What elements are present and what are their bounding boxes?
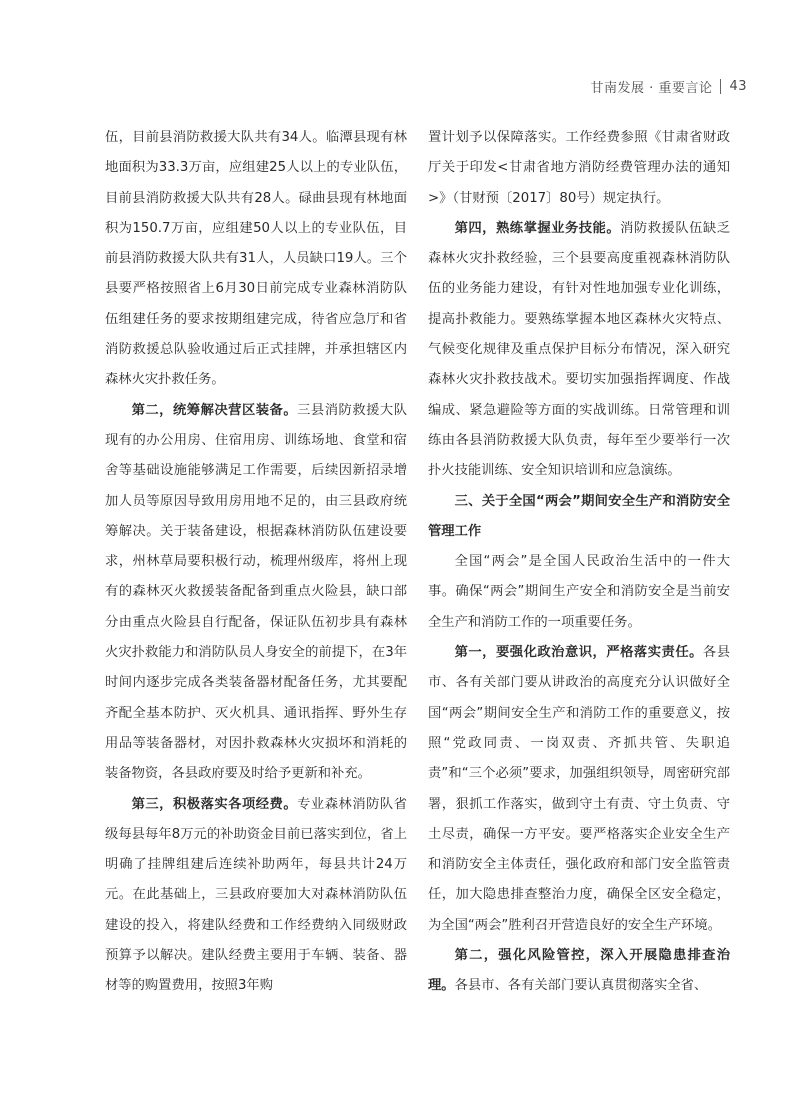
left-column [105,123,407,1002]
section-title: 甘南发展 · 重要言论 [590,81,713,96]
paragraph-body: 各县市、各有关部门要认真贯彻落实全省、 [454,978,708,994]
running-header [591,77,747,96]
paragraph-lead: 第四，熟练掌握业务技能。 [454,220,621,236]
paragraph [105,790,407,1002]
paragraph-body: 专业森林消防队省级每县每年8万元的补助资金目前已落实到位，省上明确了挂牌组建后连续补助两年，每县共计24万元。在此基础上，三县政府要加大对森林消防队伍建设的投入，将建队经费和工作经费纳入同级财政预算予以解决。建队经费主要用于车辆、装备、器材等的购置费用，按照3年购 [105,796,408,994]
right-column [428,123,730,1002]
page-number: 43 [729,79,747,94]
paragraph [105,396,407,790]
header-divider [720,79,721,94]
paragraph-lead: 第二，统筹解决营区装备。 [131,402,298,418]
paragraph [428,941,730,1002]
paragraph-body: 各县市、各有关部门要从讲政治的高度充分认识做好全国“两会”期间安全生产和消防工作的重要意义，按照“党政同责、一岗双责、齐抓共管、失职追责”和“三个必须”要求，加强组织领导，周密研究部署，狠抓工作落实，做到守土有责、守土负责、守土尽责，确保一方平安。要严格落实企业安全生产和消防安全主体责任，强化政府和部门安全监管责任，加大隐患排查整治力度，确保全区安全稳定，为全国“两会”胜利召开营造良好的安全生产环境。 [428,645,731,933]
paragraph: 全国“两会”是全国人民政治生活中的一件大事。确保“两会”期间生产安全和消防安全是当前安全生产和消防工作的一项重要任务。 [428,554,730,630]
section-heading: 三、关于全国“两会”期间安全生产和消防安全管理工作 [428,493,730,539]
paragraph [428,214,730,487]
paragraph-body: 消防救援队伍缺乏森林火灾扑救经验，三个县要高度重视森林消防队伍的业务能力建设，有针对性地加强专业化训练，提高扑救能力。要熟练掌握本地区森林火灾特点、气候变化规律及重点保护目标分布情况，深入研究森林火灾扑救技战术。要切实加强指挥调度、作战编成、紧急避险等方面的实战训练。日常管理和训练由各县消防救援大队负责，每年至少要举行一次扑火技能训练、安全知识培训和应急演练。 [428,220,731,479]
paragraph: 置计划予以保障落实。工作经费参照《甘肃省财政厅关于印发<甘肃省地方消防经费管理办法的通知>》（甘财预〔2017〕80号）规定执行。 [428,130,730,206]
paragraph-lead: 第三，积极落实各项经费。 [131,796,298,812]
paragraph: 伍，目前县消防救援大队共有34人。临潭县现有林地面积为33.3万亩，应组建25人以上的专业队伍，目前县消防救援大队共有28人。碌曲县现有林地面积为150.7万亩，应组建50人以上的专业队伍，目前县消防救援大队共有31人，人员缺口19人。三个县要严格按照省上6月30日前完成专业森林消防队伍组建任务的要求按期组建完成，待省应急厅和省消防救援总队验收通过后正式挂牌，并承担辖区内森林火灾扑救任务。 [105,130,407,388]
paragraph [428,638,730,941]
paragraph-body: 三县消防救援大队现有的办公用房、住宿用房、训练场地、食堂和宿舍等基础设施能够满足工作需要，后续因新招录增加人员等原因导致用房用地不足的，由三县政府统筹解决。关于装备建设，根据森林消防队伍建设要求，州林草局要积极行动，梳理州级库，将州上现有的森林灭火救援装备配备到重点火险县，缺口部分由重点火险县自行配备，保证队伍初步具有森林火灾扑救能力和消防队员人身安全的前提下，在3年时间内逐步完成各类装备器材配备任务，尤其要配齐配全基本防护、灭火机具、通讯指挥、野外生存用品等装备器材，对因扑救森林火灾损坏和消耗的装备物资，各县政府要及时给予更新和补充。 [105,402,408,782]
paragraph-lead: 第二，强化风险管控，深入开展隐患排查治理。 [428,948,730,994]
paragraph-lead: 第一，要强化政治意识，严格落实责任。 [454,645,703,661]
